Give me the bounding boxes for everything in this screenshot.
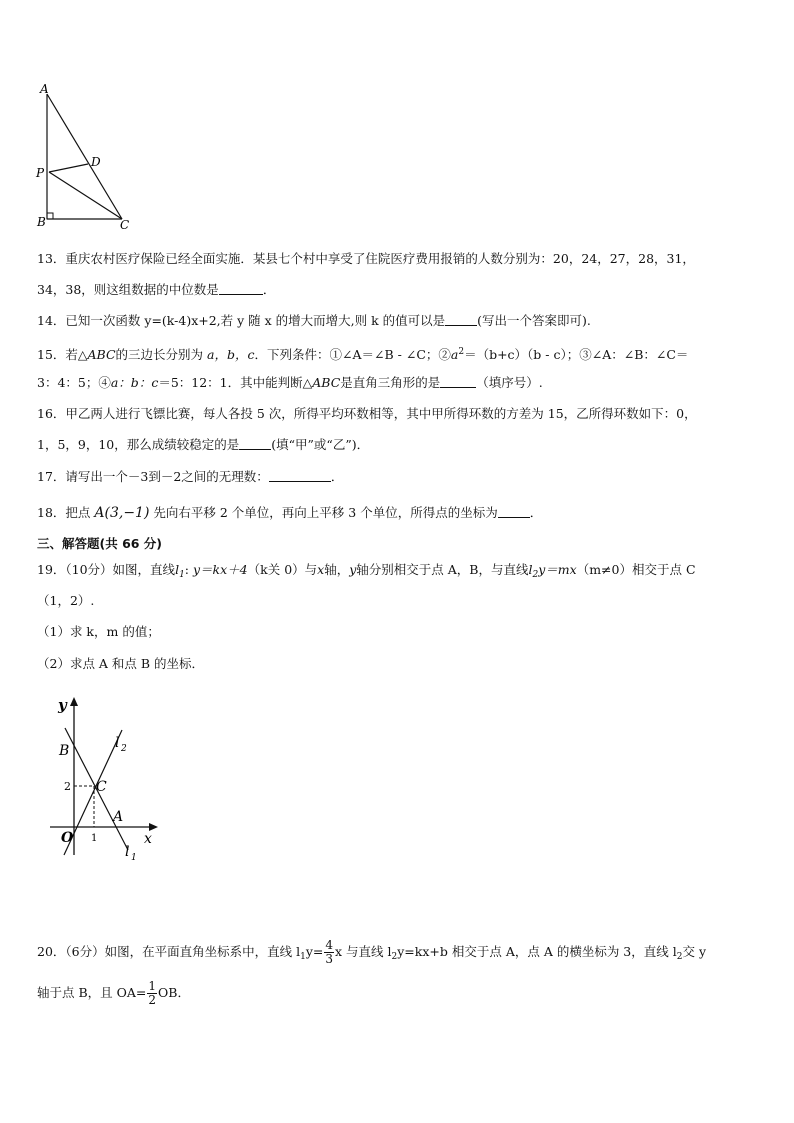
fig2-label-A: A: [113, 809, 124, 825]
section-title-text: 三、解答题(共 66 分): [37, 536, 163, 551]
q17-text1: 17．请写出一个－3到－2之间的无理数：: [37, 469, 269, 484]
q16-text2: 1，5，9，10，那么成绩较稳定的是: [37, 437, 240, 452]
q20-text3: x 与直线 l: [335, 944, 392, 959]
q19-text4: 轴分别相交于点 A，B，与直线: [356, 562, 529, 577]
q15-text7: 是直角三角形的是: [340, 375, 441, 390]
triangle-figure: [30, 80, 140, 235]
q20-line2: [37, 979, 767, 1007]
q15-text8: （填序号）.: [476, 375, 543, 390]
label-P: P: [36, 166, 45, 180]
q20-frac1-den: 3: [325, 952, 334, 966]
q19-part1: [37, 622, 767, 642]
q16-answer-blank[interactable]: [239, 436, 271, 450]
q18-text2: 先向右平移 2 个单位，再向上平移 3 个单位，所得点的坐标为: [153, 505, 498, 520]
q20-frac2-num: 1: [148, 979, 157, 993]
q19-text2: （k关 0）与: [247, 562, 318, 577]
q15-line2: [37, 373, 767, 393]
label-B: B: [37, 215, 46, 229]
q14-line: [37, 311, 767, 331]
q15-text3: ．下列条件：①∠A＝∠B - ∠C；②: [254, 347, 451, 362]
label-A: A: [40, 82, 49, 96]
q13-line1: [37, 249, 767, 269]
q16-text1: 16．甲乙两人进行飞镖比赛，每人各投 5 次，所得平均环数相等，其中甲所得环数的方差为 15，乙所得环数如下：0，: [37, 406, 697, 421]
q14-text2: (写出一个答案即可).: [477, 313, 591, 328]
section-title: [37, 534, 767, 554]
q19-text6: （1，2）.: [37, 593, 95, 608]
q13-text2: 34，38，则这组数据的中位数是: [37, 282, 219, 297]
q15-text6: ＝5：12：1．其中能判断△: [158, 375, 313, 390]
q15-text1: 15．若△: [37, 347, 88, 362]
q19-x: x: [317, 562, 325, 577]
q15-square: 2: [458, 347, 465, 357]
q19-part1-text: （1）求 k，m 的值；: [37, 624, 160, 639]
q14-text1: 14．已知一次函数 y=(k-4)x+2,若 y 随 x 的增大而增大,则 k 的值可以是: [37, 313, 446, 328]
q20-fraction-4-3: [324, 939, 334, 966]
q13-text1: 13．重庆农村医疗保险已经全面实施．某县七个村中享受了住院医疗费用报销的人数分别为：20，24，27，28，31，: [37, 251, 695, 266]
fig2-label-B: B: [59, 743, 70, 759]
q15-text2: 的三边长分别为: [115, 347, 204, 362]
coordinate-figure: [40, 690, 170, 870]
q15-answer-blank[interactable]: [440, 374, 476, 388]
q15-text4: ＝（b+c）（b - c）；③∠A：∠B：∠C＝: [464, 347, 689, 362]
q15-line1: [37, 342, 767, 365]
q19-line2: [37, 591, 767, 611]
fig2-label-2: 2: [64, 780, 71, 793]
q13-line2: [37, 280, 767, 300]
q20-text2: y=: [305, 944, 324, 959]
q15-abc2: ABC: [312, 375, 341, 390]
q15-vars: a，b，c: [207, 347, 255, 362]
q19-eq1: y＝kx＋4: [189, 562, 248, 577]
q16-text3: (填“甲”或“乙”)．: [271, 437, 370, 452]
q20-l2-sub: 2: [391, 952, 398, 962]
q20-line1: [37, 938, 767, 971]
q15-ratio: a：b：c: [110, 375, 159, 390]
q20-fraction-1-2: [147, 980, 157, 1007]
q20-l2-sub-2: 2: [676, 952, 683, 962]
q19-colon: :: [184, 562, 190, 577]
fig2-label-l1-sub: 1: [131, 853, 137, 863]
q19-part2: [37, 654, 767, 674]
fig2-label-O: O: [61, 830, 74, 846]
q16-line2: [37, 435, 767, 455]
q20-text7: OB．: [158, 985, 190, 1000]
label-D: D: [91, 155, 101, 169]
fig2-label-l1: l: [125, 844, 130, 860]
q20-text6: 轴于点 B，且 OA=: [37, 985, 147, 1000]
q15-a: a: [450, 347, 459, 362]
q19-y: y: [349, 562, 357, 577]
fig2-label-l2-sub: 2: [121, 744, 127, 754]
q19-l1: l: [175, 562, 180, 577]
q17-line: [37, 467, 767, 487]
q20-frac1-num: 4: [325, 938, 334, 952]
q20-frac2-den: 2: [148, 993, 157, 1007]
q19-l2-sub: 2: [532, 570, 539, 580]
q18-line: [37, 503, 767, 523]
q13-answer-blank[interactable]: [219, 281, 263, 295]
fig2-label-x: x: [144, 831, 152, 847]
fig2-label-C: C: [96, 779, 107, 795]
q19-l2: l: [528, 562, 533, 577]
q19-l1-sub: 1: [179, 570, 185, 580]
q20-l1-sub: 1: [300, 952, 306, 962]
q18-text1: 18．把点: [37, 505, 91, 520]
q19-eq2: y＝mx: [538, 562, 577, 577]
q18-point: A(3,−1): [94, 505, 150, 521]
q15-text5: 3：4：5；④: [37, 375, 111, 390]
q17-text2: ．: [330, 469, 344, 484]
q20-text5: 交 y: [682, 944, 707, 959]
fig2-label-1: 1: [91, 833, 98, 844]
q19-text1: 19．（10分）如图，直线: [37, 562, 176, 577]
fig2-label-l2: l: [115, 735, 120, 751]
label-C: C: [120, 218, 130, 232]
q19-line1: [37, 560, 767, 585]
q19-text3: 轴，: [324, 562, 350, 577]
q20-text4: y=kx+b 相交于点 A，点 A 的横坐标为 3，直线 l: [397, 944, 677, 959]
q15-abc: ABC: [87, 347, 116, 362]
q18-text3: ．: [529, 505, 543, 520]
q17-answer-blank[interactable]: [269, 468, 331, 482]
q18-answer-blank[interactable]: [498, 504, 530, 518]
q14-answer-blank[interactable]: [445, 312, 477, 326]
q19-text5: （m≠0）相交于点 C: [576, 562, 696, 577]
q19-part2-text: （2）求点 A 和点 B 的坐标．: [37, 656, 205, 671]
q13-text3: ．: [262, 282, 276, 297]
q20-text1: 20．（6分）如图，在平面直角坐标系中，直线 l: [37, 944, 301, 959]
q16-line1: [37, 404, 767, 424]
fig2-label-y: y: [58, 696, 67, 714]
